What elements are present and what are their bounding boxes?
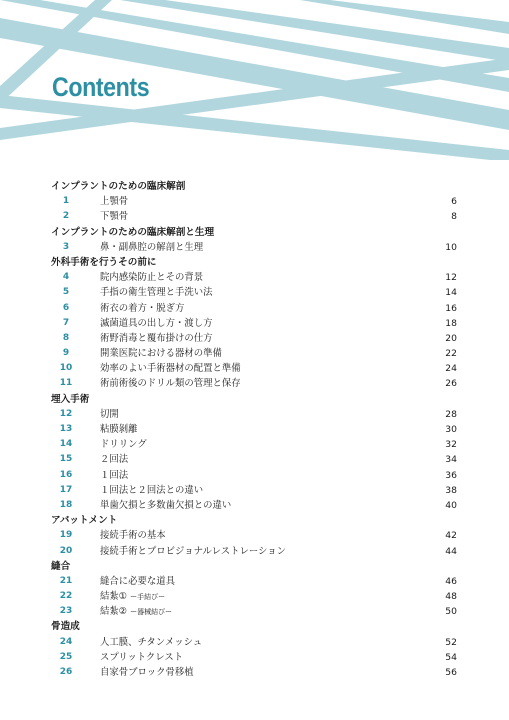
- toc-entry[interactable]: [0, 468, 509, 483]
- toc-entry-page: 12: [445, 272, 457, 284]
- toc-entry[interactable]: [0, 665, 509, 680]
- toc-section-heading: インプラントのための臨床解剖: [51, 181, 186, 192]
- toc-entry-label-text: 縫合に必要な道具: [100, 575, 176, 587]
- toc-entry[interactable]: [0, 407, 509, 422]
- toc-entry-label-text: 結紮①: [100, 591, 128, 603]
- toc-entry[interactable]: [0, 422, 509, 437]
- toc-entry[interactable]: [0, 331, 509, 346]
- toc-entry-page: 8: [451, 211, 457, 223]
- toc-entry-label: [100, 437, 147, 452]
- toc-entry-label: [100, 452, 128, 467]
- toc-entry-label: [100, 194, 128, 209]
- toc-entry-label-text: 術野消毒と覆布掛けの仕方: [100, 332, 213, 344]
- toc-entry-label-text: スプリットクレスト: [100, 651, 184, 663]
- toc-entry[interactable]: [0, 270, 509, 285]
- toc-entry[interactable]: [0, 346, 509, 361]
- toc-entry-label-text: 術衣の着方・脱ぎ方: [100, 302, 185, 314]
- toc-entry[interactable]: [0, 437, 509, 452]
- toc-entry-number: 11: [59, 378, 73, 389]
- toc-entry[interactable]: [0, 483, 509, 498]
- toc-entry-number: 6: [62, 302, 70, 313]
- toc-entry-page: 52: [445, 636, 457, 648]
- toc-entry-page: 40: [445, 499, 457, 511]
- toc-section-heading: アバットメント: [51, 515, 118, 527]
- toc-entry-label: [100, 209, 128, 224]
- toc-entry[interactable]: [0, 301, 509, 316]
- toc-entry-page: 24: [445, 363, 457, 375]
- toc-entry-number: 7: [62, 317, 70, 328]
- toc-entry-page: 56: [445, 667, 457, 678]
- toc-entry[interactable]: [0, 376, 509, 391]
- toc-entry-page: 26: [445, 378, 457, 390]
- toc-entry-page: 20: [445, 332, 457, 344]
- toc-entry-label: [100, 468, 128, 483]
- toc-entry-number: 21: [59, 575, 73, 586]
- toc-entry-label: [100, 361, 241, 376]
- toc-entry-subtitle: ー手結びー: [130, 593, 166, 602]
- toc-entry-label-text: 切開: [100, 408, 119, 420]
- toc-entry-label-text: 開業医院における器材の準備: [100, 348, 222, 360]
- toc-entry-number: 26: [59, 667, 73, 677]
- toc-entry-page: 14: [445, 287, 457, 299]
- toc-entry-label: [100, 665, 194, 680]
- toc-entry-label: [100, 483, 203, 498]
- toc-entry[interactable]: [0, 361, 509, 376]
- toc-entry-label: [100, 285, 213, 300]
- toc-entry-page: 22: [445, 348, 457, 360]
- toc-entry[interactable]: [0, 604, 509, 619]
- toc-entry-label: [100, 498, 231, 513]
- toc-entry-subtitle: ー器械結びー: [130, 608, 173, 617]
- toc-entry-label: [100, 650, 183, 665]
- toc-entry-label-text: １回法と２回法との違い: [100, 484, 204, 496]
- toc-entry[interactable]: [0, 316, 509, 331]
- toc-section-heading: 埋入手術: [51, 393, 90, 405]
- toc-entry-page: 32: [445, 439, 457, 451]
- toc-entry[interactable]: [0, 544, 509, 559]
- toc-entry-number: 19: [59, 530, 73, 541]
- toc-entry-page: 28: [445, 408, 457, 420]
- toc-entry-label-text: 接続手術の基本: [100, 530, 166, 542]
- toc-entry-number: 18: [59, 499, 73, 510]
- toc-entry-label-text: 手指の衛生管理と手洗い法: [100, 287, 213, 299]
- toc-entry-page: 16: [445, 302, 457, 314]
- toc-entry-number: 12: [59, 408, 73, 419]
- toc-section-heading: 縫合: [51, 560, 71, 572]
- toc-entry-label: [100, 240, 203, 255]
- table-of-contents: [0, 179, 509, 680]
- toc-entry[interactable]: [0, 452, 509, 467]
- toc-entry-page: 18: [445, 317, 457, 329]
- toc-entry-label: [100, 544, 286, 559]
- toc-entry-label-text: １回法: [100, 469, 129, 481]
- toc-entry[interactable]: [0, 574, 509, 589]
- toc-entry-label-text: 自家骨ブロック骨移植: [100, 667, 194, 678]
- toc-entry-number: 9: [62, 348, 70, 359]
- toc-entry-label: [100, 346, 222, 361]
- toc-entry-page: 6: [451, 196, 457, 208]
- toc-entry-page: 48: [445, 591, 457, 603]
- toc-entry-page: 34: [445, 454, 457, 466]
- toc-entry-page: 44: [445, 545, 457, 557]
- toc-section-heading: 外科手術を行うその前に: [51, 256, 157, 268]
- toc-entry-page: 54: [445, 651, 457, 663]
- toc-entry-page: 46: [445, 575, 457, 587]
- toc-entry-number: 16: [59, 469, 73, 480]
- toc-entry-label: [100, 316, 213, 331]
- toc-entry-number: 3: [62, 241, 70, 252]
- toc-entry[interactable]: [0, 589, 509, 604]
- toc-entry-label: [100, 635, 202, 650]
- toc-entry-label-text: 下顎骨: [100, 211, 129, 223]
- toc-entry-label-text: 結紮②: [100, 606, 128, 618]
- toc-entry-number: 2: [62, 211, 70, 222]
- toc-entry[interactable]: [0, 635, 509, 650]
- toc-entry-number: 1: [62, 196, 70, 207]
- toc-entry-number: 17: [59, 484, 73, 495]
- toc-entry-label: [100, 331, 213, 346]
- toc-entry[interactable]: [0, 209, 509, 224]
- toc-entry-number: 10: [59, 363, 73, 374]
- toc-entry-page: 42: [445, 530, 457, 542]
- toc-entry-number: 8: [62, 332, 70, 343]
- toc-entry-label-text: 単歯欠損と多数歯欠損との違い: [100, 499, 232, 511]
- toc-entry-label-text: 術前術後のドリル類の管理と保存: [100, 378, 241, 390]
- toc-entry-page: 10: [445, 241, 457, 253]
- toc-entry-label: [100, 589, 165, 605]
- toc-entry[interactable]: [0, 528, 509, 543]
- toc-entry-label: [100, 407, 119, 422]
- toc-entry-number: 13: [59, 424, 73, 434]
- toc-entry-label-text: 粘膜剝離: [100, 424, 138, 435]
- toc-entry-label-text: 鼻・副鼻腔の解剖と生理: [100, 241, 204, 253]
- toc-entry-label-text: 院内感染防止とその背景: [100, 272, 204, 284]
- toc-entry-number: 5: [62, 287, 70, 298]
- toc-entry-page: 38: [445, 484, 457, 496]
- toc-entry-number: 23: [59, 606, 73, 617]
- toc-entry-number: 20: [59, 545, 73, 556]
- toc-entry-label: [100, 422, 138, 437]
- toc-entry-label: [100, 528, 166, 543]
- toc-entry-page: 50: [445, 606, 457, 618]
- toc-entry-number: 22: [59, 591, 73, 602]
- toc-entry-label: [100, 376, 241, 391]
- toc-entry-label-text: 接続手術とプロビジョナルレストレーション: [100, 545, 286, 557]
- toc-entry[interactable]: [0, 650, 509, 665]
- page-title: Contents: [52, 72, 150, 102]
- toc-entry-label: [100, 604, 172, 620]
- toc-entry-label-text: ２回法: [100, 454, 129, 466]
- toc-entry-label: [100, 270, 203, 285]
- toc-entry-number: 25: [59, 651, 73, 662]
- toc-entry-label-text: ドリリング: [100, 439, 147, 451]
- toc-section-heading: インプラントのための臨床解剖と生理: [51, 226, 215, 238]
- toc-section-heading: 骨造成: [51, 621, 80, 633]
- toc-entry-number: 24: [59, 636, 73, 647]
- toc-entry-label-text: 人工膜、チタンメッシュ: [100, 636, 203, 648]
- toc-entry[interactable]: [0, 194, 509, 209]
- toc-entry[interactable]: [0, 285, 509, 300]
- toc-entry-number: 15: [59, 454, 73, 465]
- toc-entry-label-text: 滅菌道具の出し方・渡し方: [100, 317, 213, 329]
- toc-entry-number: 14: [59, 439, 73, 450]
- toc-entry-page: 36: [445, 469, 457, 481]
- toc-entry-label: [100, 574, 175, 589]
- toc-entry-label-text: 上顎骨: [100, 196, 129, 208]
- toc-entry-page: 30: [445, 424, 457, 435]
- toc-entry[interactable]: [0, 240, 509, 255]
- toc-entry-label: [100, 301, 184, 316]
- toc-entry[interactable]: [0, 498, 509, 513]
- toc-entry-label-text: 効率のよい手術器材の配置と準備: [100, 363, 241, 375]
- toc-entry-number: 4: [62, 272, 70, 283]
